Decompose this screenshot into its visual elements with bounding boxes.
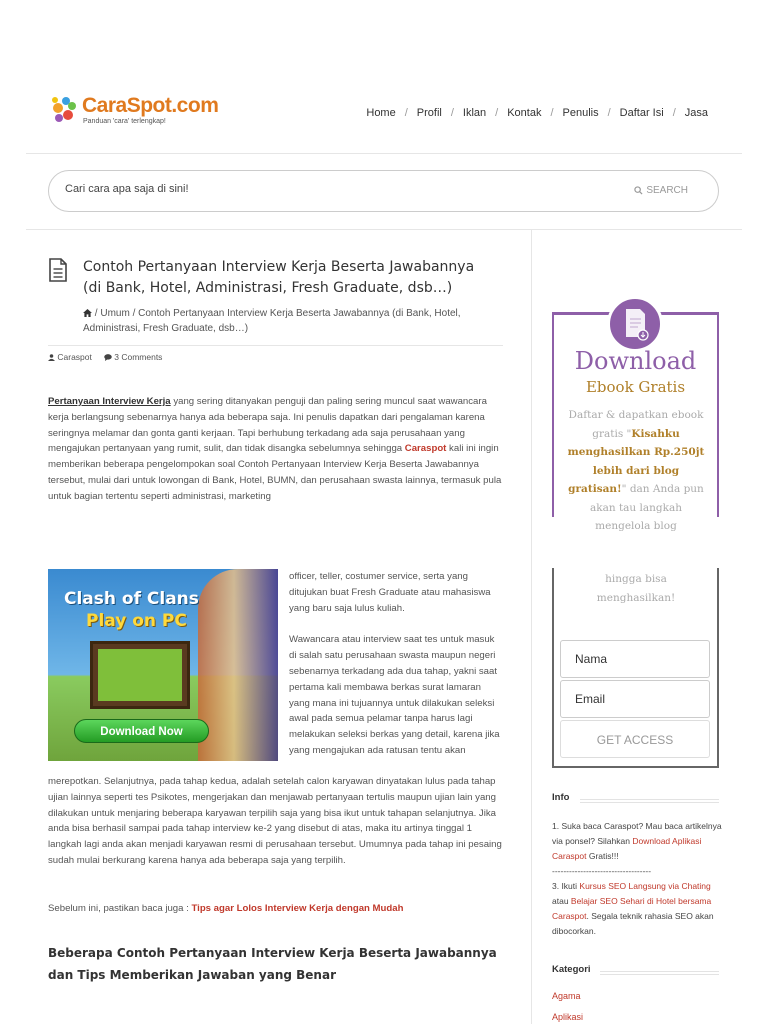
brand-link[interactable]: Caraspot — [404, 443, 447, 455]
paragraph-3: Wawancara atau interview saat tes untuk masuk di salah satu perusahaan swasta maupun negeri sebenarnya terkadang ada dua tahap, yakni saat pertama kali membawa berkas surat lamaran yang mana ini tujuannya untuk dilakukan seleksi awal pada semua pelamar tanpa harus lagi melakukan seleksi berkas yang detail, karena jika yang mengajukan ada ratusan tentu akan — [289, 634, 500, 756]
search-button-label: SEARCH — [646, 185, 688, 196]
kategori-title-line — [600, 971, 719, 975]
search-bar — [48, 170, 719, 212]
info-item-3-mid: atau — [552, 896, 571, 906]
paragraph-4: merepotkan. Selanjutnya, pada tahap kedua, adalah setelah calon karyawan dinyatakan lulus pada tahap ujian lainnya seperti tes Psikotes, mengerjakan dan menjawab pertanyaan tertulis maupun ujian lain yang dilakukan untuk menjaring beberapa karyawan terpilih saja yang bisa ikut untuk tahapan selanjutnya. Jika anda bisa berhasil sampai pada tahap interview ke-2 yang disebut di atas, maka itu artinya tinggal 1 langkah lagi anda akan menjadi karyawan resmi di perusahaan tersebut. Umumnya pada tahap ini pesaing sudah mulai berkurang karena hanya ada beberapa saja yang terpilih. — [48, 776, 502, 866]
nav-penulis[interactable]: Penulis — [562, 107, 599, 119]
intro-text-a: yang sering ditanyakan penguji dan paling sering muncul saat wawancara kerja berlangsung sebenarnya hanya ada beberapa saja. Ini penulis dapatkan dari pengalaman karena seringnya melamar dan gonta ganti kerjaan. Tapi berhubung terkadang ada saja perusahaan yang mengajukan pertanyaan yang rumit, sulit, dan tidak disangka sebelumnya sehingga — [48, 396, 487, 455]
logo-brand: CaraSpot.com — [82, 94, 219, 117]
search-divider — [26, 229, 742, 230]
ebook-title: Download — [574, 347, 697, 375]
breadcrumb-category[interactable]: Umum — [100, 308, 130, 319]
ebook-badge — [607, 296, 663, 352]
article-paragraphs-right — [289, 569, 503, 775]
breadcrumb — [83, 306, 493, 336]
ebook-name-field[interactable] — [560, 640, 710, 678]
ad-board-grass — [98, 649, 182, 701]
sidebar-divider — [531, 229, 532, 1024]
download-app-link[interactable]: Download Aplikasi Caraspot — [552, 836, 702, 861]
info-item-3-text-a: 3. Ikuti — [552, 881, 580, 891]
get-access-button[interactable]: GET ACCESS — [560, 720, 710, 758]
nav-separator: / — [404, 107, 408, 119]
info-widget-title: Info — [552, 792, 570, 803]
site-logo[interactable] — [50, 94, 230, 130]
ebook-description — [566, 406, 706, 532]
post-meta-divider — [48, 345, 503, 346]
nav-separator: / — [607, 107, 611, 119]
intro-paragraph — [48, 394, 503, 504]
nav-profil[interactable]: Profil — [416, 107, 442, 119]
info-separator: ----------------------------------- — [552, 866, 652, 876]
ad-title: Clash of Clans — [64, 589, 199, 609]
nav-separator: / — [672, 107, 676, 119]
post-meta — [48, 352, 162, 362]
info-item-3 — [552, 879, 722, 939]
ad-character-art — [198, 569, 278, 761]
ebook-download-icon — [610, 299, 660, 349]
seo-hotel-link[interactable]: Belajar SEO Sehari di Hotel bersama Caraspot — [552, 896, 712, 921]
see-also-prefix: Sebelum ini, pastikan baca juga : — [48, 903, 192, 914]
logo-balls-icon — [50, 94, 82, 126]
nav-home[interactable]: Home — [366, 107, 396, 119]
nav-daftar-isi[interactable]: Daftar Isi — [619, 107, 664, 119]
section-heading: Beberapa Contoh Pertanyaan Interview Kerja Beserta Jawabannya dan Tips Memberikan Jawaban yang Benar — [48, 946, 497, 982]
see-also — [48, 901, 503, 917]
info-item-1-text-a: 1. Suka baca Caraspot? Mau baca artikelnya via ponsel? Silahkan — [552, 821, 722, 846]
document-icon — [48, 258, 68, 282]
home-icon[interactable] — [83, 309, 92, 317]
ebook-subtitle: Ebook Gratis — [585, 378, 686, 396]
ebook-description-cont: hingga bisa menghasilkan! — [596, 573, 676, 604]
info-item-1 — [552, 819, 722, 864]
info-item-3-text-b: . Segala teknik rahasia SEO akan dibocorkan. — [552, 911, 714, 936]
ebook-email-field[interactable] — [560, 680, 710, 718]
category-link-agama[interactable]: Agama — [552, 991, 581, 1001]
info-title-line — [580, 799, 719, 803]
info-item-1-text-b: Gratis!!! — [586, 851, 619, 861]
logo-tagline: Panduan 'cara' terlengkap! — [83, 118, 166, 125]
post-title: Contoh Pertanyaan Interview Kerja Beserta Jawabannya (di Bank, Hotel, Administrasi, Fresh Graduate, dsb…) — [83, 259, 475, 296]
ebook-desc-highlight: Kisahku menghasilkan Rp.250jt lebih dari blog gratisan! — [567, 427, 705, 495]
intro-text-b: kali ini ingin memberikan beberapa pengelompokan soal Contoh Pertanyaan Interview Kerja Beserta Jawabannya tersebut, mulai dari untuk lowongan di Bank, Hotel, BUMN, dan perusahaan swasta lainnya, termasuk pula untuk bagian tertentu seperti administrasi, marketing — [48, 443, 502, 502]
breadcrumb-separator: / — [132, 308, 139, 319]
nav-kontak[interactable]: Kontak — [507, 107, 542, 119]
post-author: Caraspot — [57, 352, 92, 362]
nav-separator: / — [450, 107, 454, 119]
comment-icon — [104, 354, 112, 361]
breadcrumb-current: Contoh Pertanyaan Interview Kerja Beserta Jawabannya (di Bank, Hotel, Administrasi, Fresh Graduate, dsb…) — [83, 308, 461, 334]
search-button[interactable] — [634, 185, 688, 196]
nav-iklan[interactable]: Iklan — [462, 107, 487, 119]
ad-download-button[interactable]: Download Now — [74, 719, 209, 743]
ebook-desc-a: Daftar & dapatkan ebook gratis " — [568, 409, 704, 440]
ad-subtitle: Play on PC — [86, 611, 187, 631]
post-comments-count: 3 Comments — [114, 352, 163, 362]
header-divider — [26, 153, 742, 154]
nav-separator: / — [550, 107, 554, 119]
info-widget-content — [552, 819, 722, 939]
intro-link[interactable]: Pertanyaan Interview Kerja — [48, 396, 171, 407]
paragraph-2: officer, teller, costumer service, serta yang ditujukan buat Fresh Graduate atau mahasiswa yang baru saja lulus kuliah. — [289, 571, 491, 614]
breadcrumb-separator: / — [94, 308, 101, 319]
nav-separator: / — [495, 107, 499, 119]
comments-meta[interactable] — [104, 352, 163, 362]
main-nav — [366, 107, 708, 119]
user-icon — [48, 354, 55, 361]
kategori-widget-title: Kategori — [552, 964, 591, 975]
author-meta[interactable] — [48, 352, 92, 362]
category-link-aplikasi[interactable]: Aplikasi — [552, 1012, 584, 1022]
seo-course-link[interactable]: Kursus SEO Langsung via Chating — [579, 881, 711, 891]
game-ad-banner[interactable] — [48, 569, 278, 761]
ebook-desc-b: " dan Anda pun akan tau langkah mengelola blog — [589, 483, 704, 532]
ad-game-board — [90, 641, 190, 709]
search-input[interactable] — [65, 183, 565, 195]
see-also-link[interactable]: Tips agar Lolos Interview Kerja dengan Mudah — [191, 903, 404, 914]
search-icon — [634, 186, 643, 195]
nav-jasa[interactable]: Jasa — [684, 107, 708, 119]
